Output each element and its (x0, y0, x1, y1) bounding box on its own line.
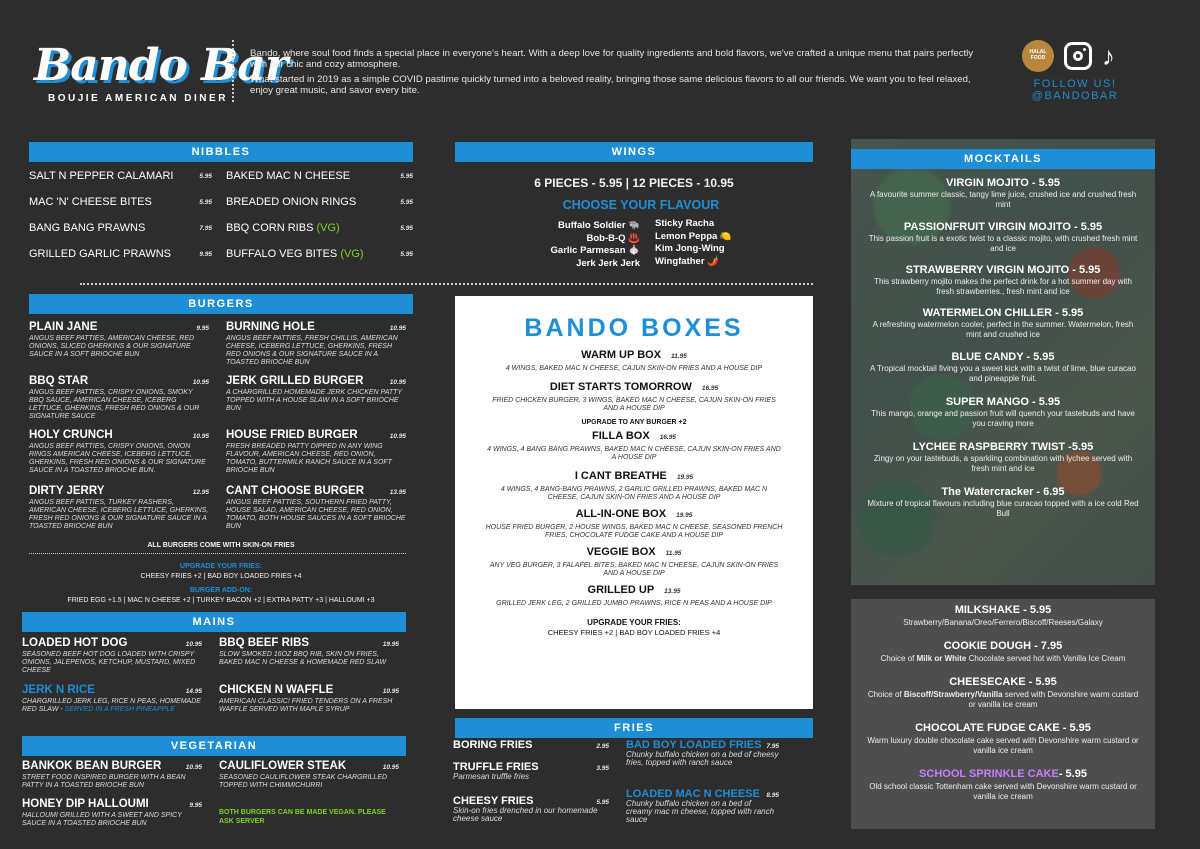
wing-flavour: Jerk Jerk Jerk (576, 257, 640, 269)
box-item-desc: 4 WINGS, 4 BANG-BANG PRAWNS, 2 GARLIC GRILLED PRAWNS, BAKED MAC N CHEESE, CAJUN SKIN-ON FRIES AND A HOUSE DIP (500, 486, 768, 501)
mocktail-desc: Mixture of tropical flavours including blue curacao topped with a ice cold Red Bull (867, 499, 1139, 518)
burgers-item (29, 321, 209, 359)
mocktail-name: LYCHEE RASPBERRY TWIST -5.95 (912, 441, 1094, 453)
mocktail-desc: This mango, orange and passion fruit will quench your tastebuds and have you craving more (871, 409, 1135, 428)
burgers-item-name: CANT CHOOSE BURGER (226, 485, 365, 497)
nibble-name: BBQ CORN RIBS (VG) (226, 222, 340, 234)
mains-item-head (22, 637, 202, 649)
fries-list (453, 739, 813, 839)
vegetarian-item-desc: HALLOUMI GRILLED WITH A SWEET AND SPICY SAUCE IN A TOASTED BRIOCHE BUN (22, 812, 182, 827)
nibble-name: MAC 'N' CHEESE BITES (29, 196, 152, 208)
box-item-price: 13.95 (664, 588, 681, 595)
burgers-header: BURGERS (29, 294, 413, 314)
wing-flavour: Buffalo Soldier 🐃 (557, 220, 640, 231)
box-item-price: 11.95 (665, 550, 682, 557)
nibble-name: BANG BANG PRAWNS (29, 222, 146, 234)
burgers-item-desc: FRESH BREADED PATTY DIPPED IN ANY WING FLAVOUR, AMERICAN CHEESE, RED ONION, TOMATO, BUTTERMILK RANCH SAUCE IN A SOFT BRIOCHE BUN (226, 443, 392, 474)
nibble-price: 9.95 (199, 250, 212, 258)
box-item-name: DIET STARTS TOMORROW (549, 381, 692, 393)
instagram-icon[interactable] (1064, 42, 1092, 70)
fries-item-desc: Parmesan truffle fries (453, 772, 530, 781)
fries-item-desc: Chunky buffalo chicken on a bed of cheesy fries, topped with ranch sauce (626, 750, 779, 767)
mains-item (22, 684, 202, 714)
burgers-item-head (226, 375, 406, 387)
fries-item (453, 761, 609, 781)
fries-item (626, 788, 779, 824)
burgers-item (226, 375, 406, 413)
burgers-item-price: 13.95 (389, 489, 406, 496)
box-item-desc: 4 WINGS, 4 BANG BANG PRAWNS, BAKED MAC N CHEESE, CAJUN SKIN-ON FRIES AND A HOUSE DIP (487, 446, 781, 461)
dessert-desc-c: Chocolate served hot with Vanilla Ice Cream (966, 654, 1126, 663)
mocktail-desc: A refreshing watermelon cooler, perfect in the summer. Watermelon, fresh mint and crushed ice (872, 320, 1134, 339)
burgers-item-head (226, 485, 406, 497)
mocktail-item (865, 441, 1141, 474)
wing-flavour: Bob-B-Q ♨️ (586, 232, 640, 244)
vegetarian-item (22, 798, 202, 828)
vegetarian-item-head (22, 760, 202, 772)
nibble-name: SALT N PEPPER CALAMARI (29, 170, 174, 182)
nibble-price: 5.95 (199, 198, 212, 206)
burgers-item-desc: A CHARGRILLED HOMEMADE JERK CHICKEN PATTY TOPPED WITH A HOUSE SLAW IN A SOFT BRIOCHE BUN (226, 389, 402, 412)
box-item (485, 508, 783, 540)
mains-item-name: CHICKEN N WAFFLE (219, 684, 334, 696)
dessert-name-highlight: SCHOOL SPRINKLE CAKE (919, 768, 1059, 780)
vegetarian-item-head (22, 798, 202, 810)
wing-flavour: Garlic Parmesan 🧄 (550, 245, 640, 256)
dessert-price: - 5.95 (1058, 768, 1087, 780)
burgers-item-desc: ANGUS BEEF PATTIES, CRISPY ONIONS, SMOKY BBQ SAUCE, AMERICAN CHEESE, ICEBERG LETTUCE, GHERKINS, FRESH RED ONIONS & OUR SIGNATURE SAUCE (29, 389, 200, 420)
burgers-item-desc: ANGUS BEEF PATTIES, FRESH CHILLIS, AMERICAN CHEESE, ICEBERG LETTUCE, GHERKINS, FRESH RED ONIONS & OUR SIGNATURE SAUCE IN A TOASTED BRIOCHE BUN (226, 335, 398, 366)
burgers-item-price: 12.95 (192, 489, 209, 496)
box-item-price: 19.95 (676, 474, 694, 481)
vegan-note: BOTH BURGERS CAN BE MADE VEGAN. PLEASE ASK SERVER (219, 809, 386, 825)
intro-text (250, 48, 990, 100)
desserts-panel (851, 599, 1155, 829)
dessert-desc: Warm luxury double chocolate cake served with Devonshire warm custard or vanilla ice cream (867, 736, 1139, 755)
mains-item-price: 10.95 (382, 688, 399, 695)
nibble-name: BAKED MAC N CHEESE (226, 170, 351, 182)
fries-item-head (453, 739, 609, 751)
flavours-left (520, 220, 640, 270)
vegetarian-item-price: 9.95 (189, 802, 202, 809)
boxes-list (455, 349, 813, 637)
dessert-item (865, 604, 1141, 628)
section-divider (80, 283, 813, 285)
nibble-price: 5.95 (400, 172, 413, 180)
social-block (1020, 40, 1130, 102)
nibble-price: 7.95 (199, 224, 212, 232)
follow-us-label: FOLLOW US! (1033, 78, 1117, 90)
burgers-item-desc: ANGUS BEEF PATTIES, TURKEY RASHERS, AMERICAN CHEESE, ICEBERG LETTUCE, GHERKINS, FRESH RED ONIONS & OUR SIGNATURE SAUCE IN A TOASTED BRIOCHE BUN (29, 499, 209, 530)
mains-item (219, 637, 399, 667)
nibble-item (29, 222, 212, 234)
burgers-item-price: 10.95 (192, 379, 209, 386)
dessert-desc-b: Milk or White (916, 654, 967, 663)
mains-item-head (219, 637, 399, 649)
mains-item-name: JERK N RICE (22, 684, 95, 696)
burgers-list (29, 321, 413, 536)
mocktail-item (865, 486, 1141, 519)
nibble-price: 5.95 (400, 224, 413, 232)
burgers-item-name: DIRTY JERRY (29, 485, 105, 497)
boxes-title: BANDO BOXES (524, 314, 744, 342)
fries-item-name: BAD BOY LOADED FRIES (626, 739, 762, 751)
fries-item-name: LOADED MAC N CHEESE (626, 788, 760, 800)
burgers-item-name: JERK GRILLED BURGER (226, 375, 364, 387)
box-item (485, 381, 783, 413)
box-item-name: VEGGIE BOX (586, 546, 656, 558)
upgrade-burger-note: UPGRADE TO ANY BURGER +2 (581, 419, 687, 426)
logo (34, 40, 288, 104)
burgers-item (226, 321, 406, 367)
burger-extras (29, 562, 413, 606)
vegetarian-item-name: BANKOK BEAN BURGER (22, 760, 162, 772)
dessert-desc: Strawberry/Banana/Oreo/Ferrero/Biscoff/Reeses/Galaxy (903, 618, 1103, 627)
fries-item (453, 795, 609, 823)
burgers-item-price: 10.95 (192, 433, 209, 440)
burgers-item-head (226, 321, 406, 333)
mocktail-name: WATERMELON CHILLER - 5.95 (922, 307, 1084, 319)
burgers-item-name: BBQ STAR (29, 375, 89, 387)
intro-paragraph-1: Bando, where soul food finds a special place in everyone's heart. With a deep love for quality ingredients and bold flavors, we've crafted a unique menu that pairs perfectly with our chic and cozy atmosphere. (250, 48, 974, 70)
box-item-desc: FRIED CHICKEN BURGER, 3 WINGS, BAKED MAC N CHEESE, CAJUN SKIN-ON FRIES AND A HOUSE DIP (492, 397, 776, 412)
box-item-head (485, 349, 783, 361)
burgers-item-head (29, 485, 209, 497)
wing-flavour: Wingfather 🌶️ (655, 255, 719, 267)
dessert-item (865, 640, 1141, 664)
box-item (485, 470, 783, 502)
mocktail-name: SUPER MANGO - 5.95 (945, 396, 1061, 408)
mocktail-name: BLUE CANDY - 5.95 (951, 351, 1055, 363)
box-upgrade-fries-text: CHEESY FRIES +2 | BAD BOY LOADED FRIES +4 (547, 628, 721, 637)
dessert-item (865, 768, 1141, 802)
box-item (485, 349, 783, 373)
burgers-item-name: PLAIN JANE (29, 321, 98, 333)
box-item (485, 584, 783, 608)
burgers-item-desc: ANGUS BEEF PATTIES, CRISPY ONIONS, ONION RINGS AMERICAN CHEESE, ICEBERG LETTUCE, GHERKINS, FRESH RED ONIONS & OUR SIGNATURE SAUCE IN A TOASTED BRIOCHE BUN. (29, 443, 206, 474)
mains-item-desc-highlight: SERVED IN A FRESH PINEAPPLE (64, 706, 175, 713)
mains-item-head (219, 684, 399, 696)
fries-item-name: TRUFFLE FRIES (453, 761, 539, 773)
box-item-desc: HOUSE FRIED BURGER, 2 HOUSE WINGS, BAKED MAC N CHEESE, SEASONED FRENCH FRIES, CHOCOLATE FUDGE CAKE AND A HOUSE DIP (485, 524, 783, 539)
box-upgrade-fries-title: UPGRADE YOUR FRIES: (587, 618, 681, 627)
mocktail-desc: This passion fruit is a exotic twist to a classic mojito, with crushed fresh mint and ice (868, 234, 1138, 253)
fries-item-price: 8.95 (766, 792, 779, 799)
box-item-price: 19.95 (676, 512, 693, 519)
nibble-price: 5.95 (199, 172, 212, 180)
burgers-item (29, 429, 209, 475)
box-item-desc: GRILLED JERK LEG, 2 GRILLED JUMBO PRAWNS, RICE N PEAS AND A HOUSE DIP (496, 600, 772, 607)
box-item-name: I CANT BREATHE (574, 470, 667, 482)
mains-item-desc: CHARGRILLED JERK LEG, RICE N PEAS, HOMEMADE RED SLAW - (22, 698, 201, 713)
box-item-name: ALL-IN-ONE BOX (575, 508, 667, 520)
burger-addon-text: FRIED EGG +1.5 | MAC N CHEESE +2 | TURKEY BACON +2 | EXTRA PATTY +3 | HALLOUMI +3 (67, 597, 375, 604)
mains-item-desc-wrap (22, 698, 202, 714)
nibble-item (226, 222, 413, 234)
burgers-item-head (29, 321, 209, 333)
mocktail-item (865, 351, 1141, 384)
box-item-name: FILLA BOX (592, 430, 650, 442)
mocktail-item (865, 307, 1141, 340)
box-item-name: WARM UP BOX (581, 349, 662, 361)
fries-item-name: BORING FRIES (453, 739, 533, 751)
vegetarian-item-price: 10.95 (185, 764, 202, 771)
mocktail-desc: Zingy on your tastebuds, a sparkling combination with lychee served with fresh mint and ice (873, 454, 1133, 473)
flavours-right (655, 218, 765, 268)
burgers-item-price: 9.95 (196, 325, 209, 332)
dessert-desc: Old school classic Tottenham cake served with Devonshire warm custard or vanilla ice cream (869, 782, 1137, 801)
nibble-name: BREADED ONION RINGS (226, 196, 357, 208)
box-item-desc: 4 WINGS, BAKED MAC N CHEESE, CAJUN SKIN-ON FRIES AND A HOUSE DIP (505, 365, 763, 372)
box-item-price: 16.95 (701, 385, 719, 392)
mains-header: MAINS (22, 612, 406, 632)
wing-flavour: Sticky Racha (655, 218, 715, 229)
fries-item-price: 5.95 (596, 799, 609, 806)
vegetarian-item-desc: STREET FOOD INSPIRED BURGER WITH A BEAN PATTY IN A TOASTED BRIOCHE BUN (22, 774, 186, 789)
box-item-price: 11.95 (671, 353, 687, 360)
box-item-name: GRILLED UP (587, 584, 655, 596)
mains-item (22, 637, 202, 675)
burgers-item-name: HOLY CRUNCH (29, 429, 113, 441)
box-item (485, 546, 783, 578)
header-divider (232, 40, 234, 102)
burgers-item-head (29, 429, 209, 441)
box-item-head (485, 584, 783, 596)
mains-item-name: LOADED HOT DOG (22, 637, 128, 649)
nibble-item (226, 248, 413, 260)
fries-item-price: 7.95 (766, 743, 779, 750)
nibble-name: GRILLED GARLIC PRAWNS (29, 248, 172, 260)
vegetarian-item-name: CAULIFLOWER STEAK (219, 760, 347, 772)
wing-flavour: Kim Jong-Wing (655, 243, 725, 254)
mocktail-item (865, 221, 1141, 254)
burgers-item-name: HOUSE FRIED BURGER (226, 429, 358, 441)
nibble-price: 5.95 (400, 250, 413, 258)
mocktails-panel (851, 139, 1155, 585)
dessert-name: CHEESECAKE - 5.95 (949, 676, 1057, 688)
burgers-item (29, 485, 209, 531)
social-handle[interactable]: @BANDOBAR (1031, 90, 1119, 102)
dessert-desc-b: Biscoff/Strawberry/Vanilla (903, 690, 1003, 699)
mains-item-head (22, 684, 202, 696)
vegetarian-item-name: HONEY DIP HALLOUMI (22, 798, 149, 810)
nibble-price: 5.95 (400, 198, 413, 206)
nibble-item (29, 196, 212, 208)
dessert-name (865, 768, 1141, 780)
burgers-item-price: 10.95 (389, 433, 406, 440)
mocktail-name: The Watercracker - 6.95 (941, 486, 1065, 498)
burgers-item (226, 429, 406, 475)
mocktail-desc: A Tropical mocktail fiving you a sweet kick with a twist of lime, blue curacao and pineapple fruit. (870, 364, 1136, 383)
mains-item-price: 14.95 (185, 688, 202, 695)
vegetarian-item-head (219, 760, 399, 772)
vegetarian-item (219, 760, 399, 790)
mocktail-item (865, 264, 1141, 297)
bando-boxes-panel (455, 296, 813, 709)
dessert-desc (865, 654, 1141, 664)
tiktok-icon[interactable]: ♪ (1102, 41, 1115, 71)
mains-item-name: BBQ BEEF RIBS (219, 637, 310, 649)
halal-icon: HALAL FOOD (1022, 40, 1054, 72)
dessert-item (865, 676, 1141, 710)
burgers-item-price: 10.95 (389, 325, 406, 332)
vegetarian-item-desc: SEASONED CAULIFLOWER STEAK CHARGRILLED TOPPED WITH CHIMMICHURRI (219, 774, 388, 789)
box-item-price: 16.95 (659, 434, 676, 441)
box-item-head (485, 381, 783, 393)
box-item-desc: ANY VEG BURGER, 3 FALAFEL BITES, BAKED MAC N CHEESE, CAJUN SKIN-ON FRIES AND A HOUSE DIP (489, 562, 779, 577)
wings-header: WINGS (455, 142, 813, 162)
vegetarian-header: VEGETARIAN (22, 736, 406, 756)
logo-subtitle: BOUJIE AMERICAN DINER (48, 93, 228, 104)
fries-header: FRIES (455, 718, 813, 738)
nibble-item (29, 170, 212, 182)
vegetarian-item-price: 10.95 (382, 764, 399, 771)
mocktail-item (865, 177, 1141, 210)
wings-pricing: 6 PIECES - 5.95 | 12 PIECES - 10.95 (534, 176, 734, 190)
dessert-desc-a: Choice of (880, 654, 917, 663)
box-item-head (485, 546, 783, 558)
mains-item-desc: SEASONED BEEF HOT DOG LOADED WITH CRISPY ONIONS, JALEPENOS, KETCHUP, MUSTARD, MIXED CHEESE (22, 651, 196, 674)
burgers-item-name: BURNING HOLE (226, 321, 315, 333)
dessert-name: MILKSHAKE - 5.95 (954, 604, 1052, 616)
nibble-item (29, 248, 212, 260)
mains-item-price: 10.95 (185, 641, 202, 648)
dessert-desc-c: served with Devonshire warm custard or vanilla ice cream (968, 690, 1139, 709)
mains-item-price: 19.95 (382, 641, 399, 648)
mains-item (219, 684, 399, 714)
fries-item-desc: Skin-on fries drenched in our homemade cheese sauce (453, 806, 598, 823)
mocktails-header: MOCKTAILS (851, 149, 1155, 169)
fries-item (626, 739, 779, 767)
box-item-head (485, 508, 783, 520)
box-item (485, 430, 783, 462)
vegetarian-item (22, 760, 202, 790)
nibble-item (226, 170, 413, 182)
burgers-item (29, 375, 209, 421)
wing-flavour: Lemon Peppa 🍋 (655, 230, 732, 242)
fries-item-desc: Chunky buffalo chicken on a bed of creamy mac m cheese, topped with ranch sauce (626, 799, 775, 824)
box-item-head (485, 430, 783, 442)
nibbles-header: NIBBLES (29, 142, 413, 162)
logo-title: Bando Bar (34, 40, 288, 91)
burgers-item-head (226, 429, 406, 441)
mocktail-name: STRAWBERRY VIRGIN MOJITO - 5.95 (905, 264, 1101, 276)
fries-item (453, 739, 609, 751)
dessert-name: CHOCOLATE FUDGE CAKE - 5.95 (915, 722, 1091, 734)
mocktail-desc: This strawberry mojito makes the perfect drink for a hot summer day with fresh strawberries., fresh mint and ice (874, 277, 1132, 296)
dessert-item (865, 722, 1141, 756)
burger-addon-title: BURGER ADD-ON: (189, 587, 253, 594)
mocktail-desc: A favourite summer classic, tangy lime juice, crushed ice and crushed fresh mint (869, 190, 1137, 209)
mains-item-desc: AMERICAN CLASSIC! FRIED TENDERS ON A FRESH WAFFLE SERVED WITH MAPLE SYRUP (219, 698, 393, 713)
dessert-name: COOKIE DOUGH - 7.95 (943, 640, 1063, 652)
burgers-item (226, 485, 406, 531)
vegan-tag: (VG) (313, 222, 340, 234)
nibble-name: BUFFALO VEG BITES (VG) (226, 248, 364, 260)
mains-item-desc: SLOW SMOKED 16OZ BBQ RIB, SKIN ON FRIES, BAKED MAC N CHEESE & HOMEMADE RED SLAW (219, 651, 387, 666)
vegan-tag: (VG) (337, 248, 364, 260)
upgrade-fries-title: UPGRADE YOUR FRIES: (180, 563, 262, 570)
upgrade-fries-text: CHEESY FRIES +2 | BAD BOY LOADED FRIES +4 (140, 573, 302, 580)
intro-paragraph-2: What started in 2019 as a simple COVID pastime quickly turned into a beloved reality, bringing those same delicious flavors to all our friends. We want you to feel relaxed, enjoy great music, and savor every bite. (250, 74, 971, 96)
burgers-divider (29, 553, 406, 554)
dessert-desc (865, 690, 1141, 710)
fries-item-price: 2.95 (596, 743, 609, 750)
dessert-desc-a: Choice of (867, 690, 904, 699)
nibble-item (226, 196, 413, 208)
flavour-title: CHOOSE YOUR FLAVOUR (562, 198, 720, 212)
burgers-item-price: 10.95 (389, 379, 406, 386)
mocktail-item (865, 396, 1141, 429)
burgers-note: ALL BURGERS COME WITH SKIN-ON FRIES (147, 542, 295, 549)
mocktail-name: PASSIONFRUIT VIRGIN MOJITO - 5.95 (903, 221, 1103, 233)
mocktails-list (865, 177, 1141, 519)
burgers-item-desc: ANGUS BEEF PATTIES, SOUTHERN FRIED PATTY, HOUSE SALAD, AMERICAN CHEESE, RED ONION, TOMATO, BOTH HOUSE SAUCES IN A SOFT BRIOCHE BUN (226, 499, 406, 530)
burgers-item-desc: ANGUS BEEF PATTIES, AMERICAN CHEESE, RED ONIONS, SLICED GHERKINS & OUR SIGNATURE SAUCE IN A SOFT BRIOCHE BUN (29, 335, 195, 358)
fries-item-name: CHEESY FRIES (453, 795, 534, 807)
burgers-item-head (29, 375, 209, 387)
box-item-head (485, 470, 783, 482)
fries-item-price: 3.95 (596, 765, 609, 772)
desserts-list (865, 604, 1141, 802)
mocktail-name: VIRGIN MOJITO - 5.95 (945, 177, 1061, 189)
